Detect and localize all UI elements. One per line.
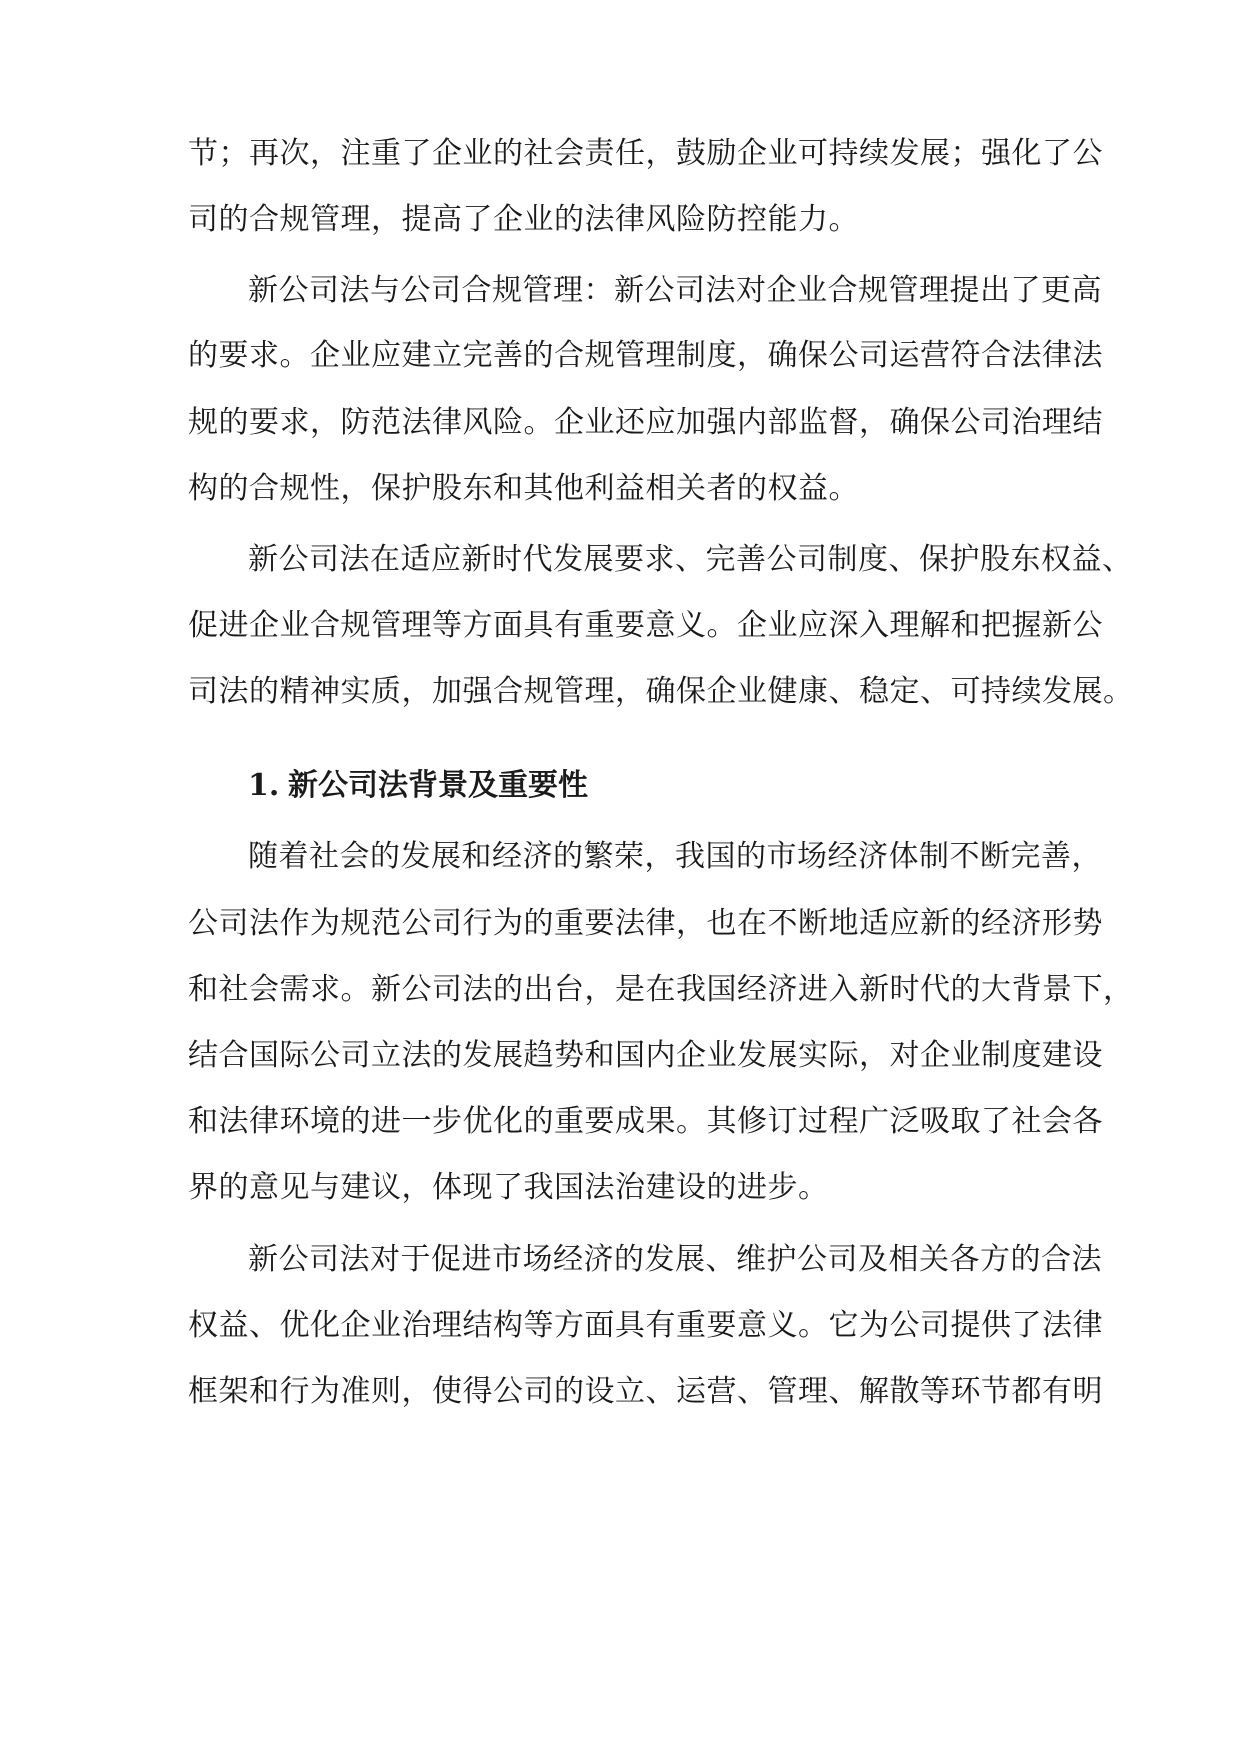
body-line: 结合国际公司立法的发展趋势和国内企业发展实际，对企业制度建设: [188, 1038, 1103, 1073]
body-line: 和法律环境的进一步优化的重要成果。其修订过程广泛吸取了社会各: [188, 1104, 1103, 1139]
body-line: 界的意见与建议，体现了我国法治建设的进步。: [188, 1170, 829, 1205]
body-line: 公司法作为规范公司行为的重要法律，也在不断地适应新的经济形势: [188, 906, 1103, 941]
section-heading: [248, 766, 588, 806]
body-line: 新公司法对于促进市场经济的发展、维护公司及相关各方的合法: [248, 1242, 1102, 1277]
body-line: 权益、优化企业治理结构等方面具有重要意义。它为公司提供了法律: [188, 1308, 1103, 1343]
body-line: 新公司法在适应新时代发展要求、完善公司制度、保护股东权益、: [248, 542, 1133, 577]
body-line: 和社会需求。新公司法的出台，是在我国经济进入新时代的大背景下，: [188, 972, 1134, 1007]
body-line: 司法的精神实质，加强合规管理，确保企业健康、稳定、可持续发展。: [188, 674, 1134, 709]
body-line: 规的要求，防范法律风险。企业还应加强内部监督，确保公司治理结: [188, 405, 1103, 440]
body-line: 的要求。企业应建立完善的合规管理制度，确保公司运营符合法律法: [188, 338, 1103, 373]
body-line: 新公司法与公司合规管理：新公司法对企业合规管理提出了更高: [248, 273, 1102, 308]
body-line: 构的合规性，保护股东和其他利益相关者的权益。: [188, 471, 859, 506]
body-line: 司的合规管理，提高了企业的法律风险防控能力。: [188, 202, 859, 237]
body-line: 促进企业合规管理等方面具有重要意义。企业应深入理解和把握新公: [188, 608, 1103, 643]
section-number: 1.: [248, 768, 280, 803]
body-line: 节；再次，注重了企业的社会责任，鼓励企业可持续发展；强化了公: [188, 136, 1103, 171]
section-title: 新公司法背景及重要性: [288, 768, 588, 803]
body-line: 随着社会的发展和经济的繁荣，我国的市场经济体制不断完善，: [248, 839, 1102, 874]
body-line: 框架和行为准则，使得公司的设立、运营、管理、解散等环节都有明: [188, 1374, 1103, 1409]
